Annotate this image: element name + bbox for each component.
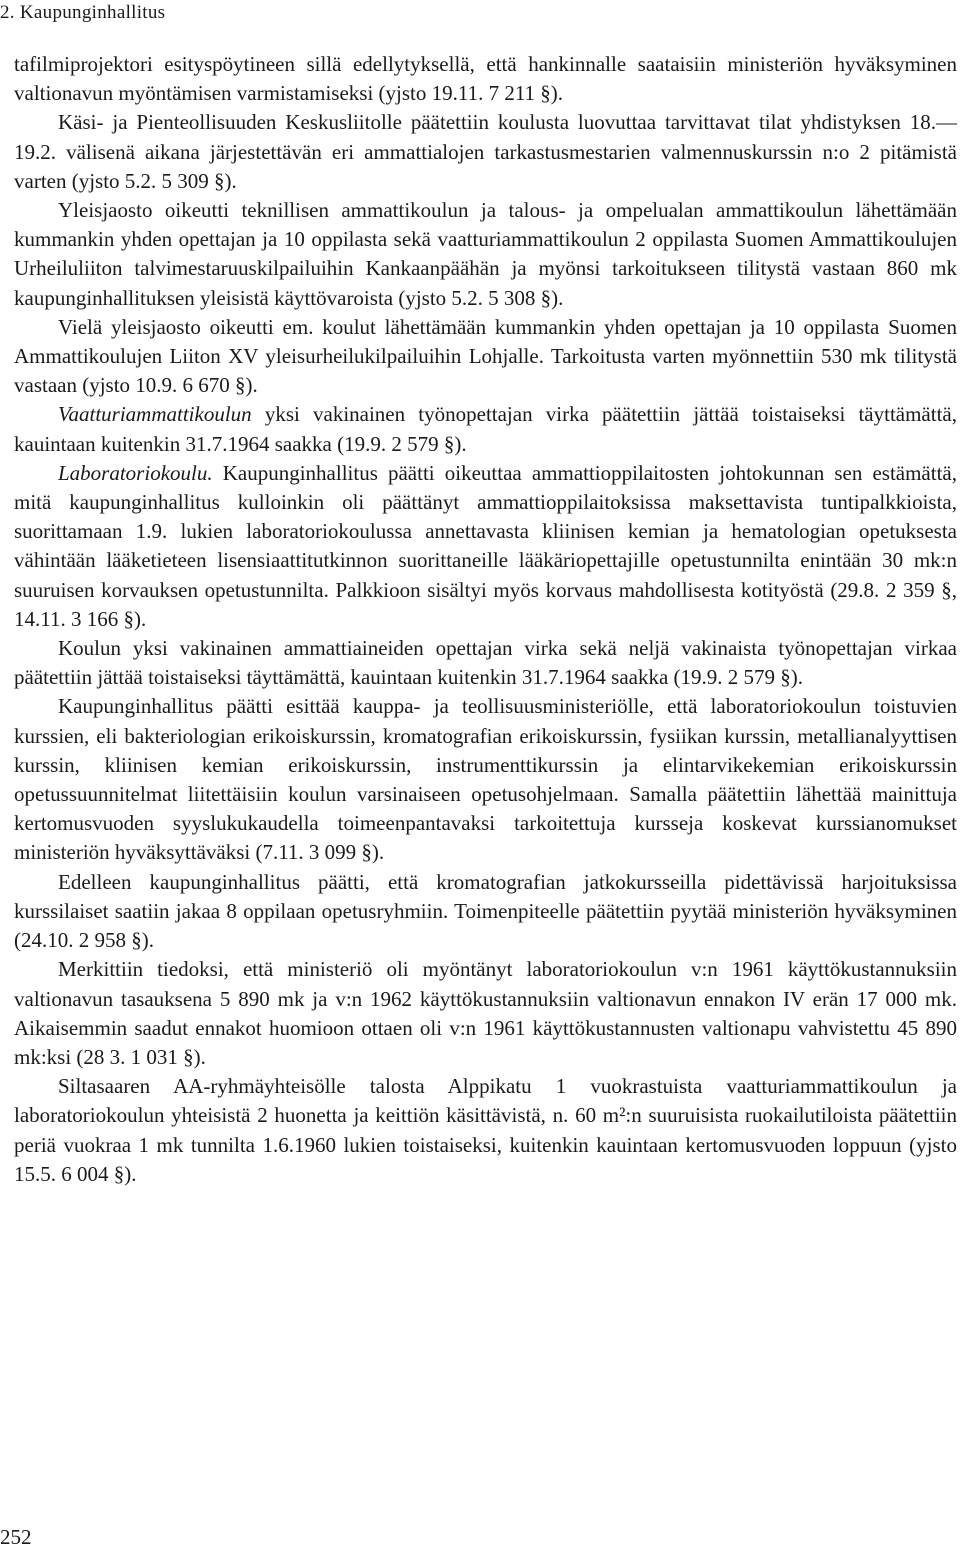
paragraph-text: Kaupunginhallitus päätti oikeuttaa ammattioppilaitosten johtokunnan sen estämättä, mitä kaupunginhallitus kulloinkin oli päättänyt ammattioppilaitoksissa maksettavista tuntipalkkioista, suorittamaan 1.9. lukien laboratoriokoulussa annettavasta kliinisen kemian ja hematologian opetuksesta vähintään lääketieteen lisensiaattitutkinnon suorittaneille lääkäriopettajille opetustunnilta enintään 30 mk:n suuruisen korvauksen opetustunnilta. Palkkioon sisältyi myös korvaus mahdollisesta kotityöstä (29.8. 2 359 §, 14.11. 3 166 §). <box>14 460 957 631</box>
paragraph-text: Edelleen kaupunginhallitus päätti, että kromatografian jatkokursseilla pidettävissä harjoituksissa kurssilaiset saatiin jakaa 8 oppilaan opetusryhmiin. Toimenpiteelle päätettiin pyytää ministeriön hyväksyminen (24.10. 2 958 §). <box>14 869 957 953</box>
paragraph-yleisjaosto-talvimestaruus <box>14 196 957 313</box>
paragraph-text: Koulun yksi vakinainen ammattiaineiden opettajan virka sekä neljä vakinaista työnopettajan virkaa päätettiin jättää toistaiseksi täyttämättä, kauintaan kuitenkin 31.7.1964 saakka (19.9. 2 579 §). <box>14 636 957 690</box>
paragraph-text: Merkittiin tiedoksi, että ministeriö oli myöntänyt laboratoriokoulun v:n 1961 käyttökustannuksiin valtionavun tasauksena 5 890 mk ja v:n 1962 käyttökustannuksiin valtionavun ennakon IV erän 17 000 mk. Aikaisemmin saadut ennakot huomioon ottaen oli v:n 1961 käyttökustannusten valtionapu vahvistettu 45 890 mk:ksi (28 3. 1 031 §). <box>14 957 957 1069</box>
paragraph-siltasaari-vuokra <box>14 1072 957 1189</box>
paragraph-text: yksi vakinainen työnopettajan virka päätettiin jättää toistaiseksi täyttämättä, kauintaan kuitenkin 31.7.1964 saakka (19.9. 2 579 §). <box>14 402 957 456</box>
paragraph-text: Vielä yleisjaosto oikeutti em. koulut lähettämään kummankin yhden opettajan ja 10 oppilasta Suomen Ammattikoulujen Liiton XV yleisurheilukilpailuihin Lohjalle. Tarkoitusta varten myönnettiin 530 mk tilitystä vastaan (yjsto 10.9. 6 670 §). <box>14 314 957 398</box>
running-header: 2. Kaupunginhallitus <box>0 2 166 23</box>
paragraph-vaatturiammattikoulu <box>14 400 957 458</box>
document-body <box>14 50 957 1189</box>
paragraph-kasi-ja-pienteollisuus <box>14 108 957 196</box>
paragraph-yleisurheilukilpailut <box>14 313 957 401</box>
paragraph-kromatografia <box>14 868 957 956</box>
paragraph-virat-taytt <box>14 634 957 692</box>
paragraph-text: Siltasaaren AA-ryhmäyhteisölle talosta Alppikatu 1 vuokrastuista vaatturiammattikoulun ja laboratoriokoulun yhteisistä 2 huonetta ja keittiön käsittävistä, n. 60 m²:n suuruisista ruokailutiloista päätettiin periä vuokraa 1 mk tunnilta 1.6.1960 lukien toistaiseksi, kuitenkin kauintaan kertomusvuoden loppuun (yjsto 15.5. 6 004 §). <box>14 1074 957 1186</box>
paragraph-text: Yleisjaosto oikeutti teknillisen ammattikoulun ja talous- ja ompelualan ammattikoulun lähettämään kummankin yhden opettajan ja 10 oppilasta sekä vaatturiammattikoulun 2 oppilasta Suomen Ammattikoulujen Urheiluliiton talvimestaruuskilpailuihin Kankaanpäähän ja myönsi tarkoitukseen tilitystä vastaan 860 mk kaupunginhallituksen yleisistä käyttövaroista (yjsto 5.2. 5 308 §). <box>14 198 957 310</box>
paragraph-text: Käsi- ja Pienteollisuuden Keskusliitolle päätettiin koulusta luovuttaa tarvittavat tilat yhdistyksen 18.—19.2. välisenä aikana järjestettävän eri ammattialojen tarkastusmestarien valmennuskurssin n:o 2 pitämistä varten (yjsto 5.2. 5 309 §). <box>14 110 957 193</box>
section-heading-italic: Laboratoriokoulu. <box>58 460 213 485</box>
section-heading-italic: Vaatturiammattikoulun <box>58 402 252 427</box>
paragraph-kurssit-esitys <box>14 692 957 867</box>
paragraph-text: Kaupunginhallitus päätti esittää kauppa- ja teollisuusministeriölle, että laboratoriokoulun toistuvien kurssien, eli bakteriologian erikoiskurssin, kromatografian erikoiskurssin, fysiikan kurssin, metallianalyyttisen kurssin, kliinisen kemian erikoiskurssin, instrumenttikurssin ja elintarvikekemian erikoiskurssin opetussuunnitelmat liitettäisiin koulun varsinaiseen opetusohjelmaan. Samalla päätettiin lähettää mainittuja kertomusvuoden syyslukukaudella toimeenpantavaksi tarkoitettuja kursseja koskevat kurssianomukset ministeriön hyväksyttäväksi (7.11. 3 099 §). <box>14 694 957 865</box>
page-number: 252 <box>0 1525 32 1549</box>
paragraph-valtionapu <box>14 955 957 1072</box>
paragraph-continuation <box>14 50 957 108</box>
paragraph-laboratoriokoulu <box>14 459 957 634</box>
paragraph-text: tafilmiprojektori esityspöytineen sillä edellytyksellä, että hankinnalle saataisiin ministeriön hyväksyminen valtionavun myöntämisen varmistamiseksi (yjsto 19.11. 7 211 §). <box>14 52 957 106</box>
